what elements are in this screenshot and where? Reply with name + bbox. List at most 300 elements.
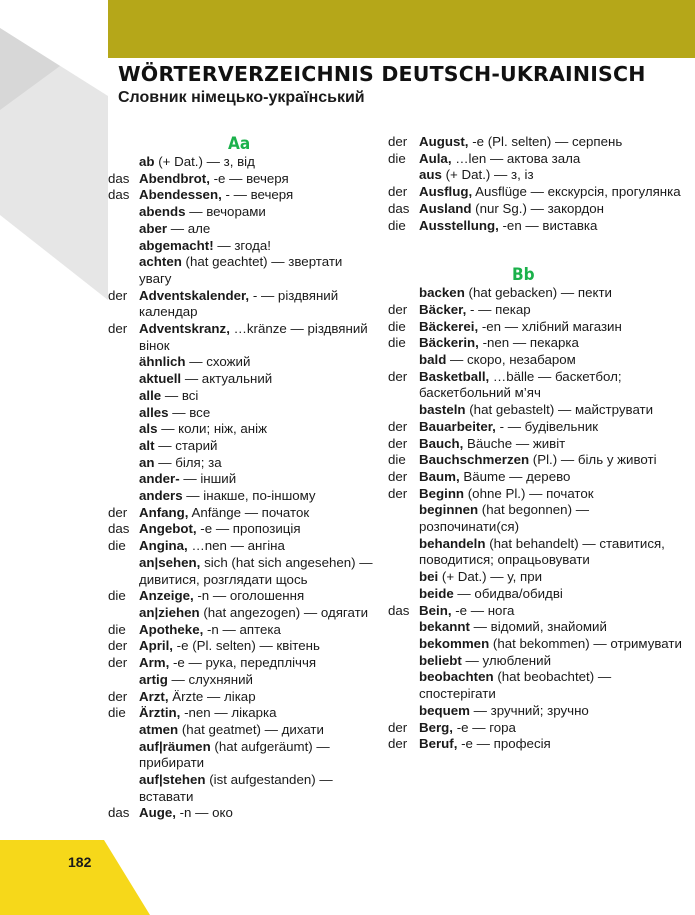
dictionary-entry [388,653,688,670]
entry-word: abends [139,204,186,220]
dictionary-entry [388,184,688,201]
entry-word: Ausland [419,200,472,216]
dictionary-entry [108,288,378,321]
entry-text [419,184,688,201]
entry-article: der [388,134,408,149]
entry-translation: (ohne Pl.) — початок [464,485,594,501]
entry-translation: (hat geatmet) — дихати [178,721,324,737]
dictionary-entry [388,569,688,586]
entry-translation: (hat gebacken) — пекти [464,285,612,301]
entry-article [388,586,419,603]
dictionary-entry [108,405,378,422]
entry-word: beide [419,585,454,601]
dictionary-entry [108,772,378,805]
entry-article [388,569,419,586]
entry-translation: -en — виставка [498,217,598,233]
entry-text [419,736,688,753]
entry-article: die [388,318,406,334]
dictionary-entry [388,586,688,603]
entry-article [108,354,139,371]
entry-text [139,722,378,739]
entry-translation: (hat behandelt) — ставитися, поводитися; опрацьовувати [419,535,665,568]
dictionary-entry [108,655,378,672]
entry-translation: (hat begonnen) — розпочинати(ся) [419,502,589,535]
entry-translation: (Pl.) — біль у животі [529,452,657,468]
entry-article [108,739,139,772]
entry-translation: — скоро, незабаром [446,352,576,368]
entry-text [139,622,378,639]
entry-word: Angina, [139,538,188,554]
entry-translation: sich (hat sich angesehen) — дивитися, розглядати щось [139,554,373,587]
dictionary-entry [108,538,378,555]
dictionary-entry [388,720,688,737]
entry-translation: …bälle — баскетбол; баскетбольний м’яч [419,368,622,401]
dictionary-entry [388,669,688,702]
entry-article: der [108,655,128,671]
dictionary-entry [108,638,378,655]
entry-article [388,285,419,302]
entry-text [419,218,688,235]
entry-text [139,288,378,321]
entry-article: die [108,588,126,604]
dictionary-entry [108,221,378,238]
dictionary-entry [388,319,688,336]
entry-translation: — слухняний [167,671,253,687]
dictionary-entry [108,705,378,722]
letter-heading-b: Bb [512,265,535,286]
entry-translation: Bäume — дерево [459,468,571,484]
entry-word: achten [139,254,182,270]
entry-word: aber [139,220,168,236]
entry-word: backen [419,285,465,301]
entry-text [139,421,378,438]
entry-article: die [388,452,406,468]
entry-article [388,669,419,702]
entry-translation: — біля; за [154,454,222,470]
entry-word: artig [139,671,168,687]
dictionary-entry [108,521,378,538]
entry-translation: (ist aufgestanden) — вставати [139,772,333,804]
dictionary-entry [388,502,688,535]
dictionary-entry [388,402,688,419]
entry-text [139,354,378,371]
entry-text [419,436,688,453]
page-subtitle: Словник німецько-український [118,89,365,106]
dictionary-entry [388,335,688,352]
entry-translation: — згода! [213,237,271,253]
dictionary-entry [108,388,378,405]
entry-word: alle [139,387,162,403]
entry-article: das [108,805,130,821]
entry-article: der [388,485,408,501]
entry-translation: - — будівельник [495,418,599,434]
entry-translation: (+ Dat.) — з, від [154,154,255,169]
entry-text [139,171,378,188]
entry-text [419,151,688,168]
entry-article: der [388,736,408,752]
entry-text [139,254,378,287]
entry-translation: — схожий [185,354,251,370]
entry-text [419,319,688,336]
entry-article: die [388,217,406,233]
entry-translation: — улюблений [461,652,552,668]
entry-article [108,238,139,255]
entry-article [108,605,139,622]
entry-text [419,703,688,720]
section-gap [388,234,688,265]
entry-text [139,238,378,255]
entry-translation: -e (Pl. selten) — квітень [172,638,320,654]
entry-word: beobachten [419,669,494,685]
entry-word: alles [139,404,169,420]
dictionary-entry [108,505,378,522]
footer-yellow-shape [0,840,150,915]
entry-article: der [388,435,408,451]
entry-translation: Ausflüge — екскурсія, прогулянка [472,184,681,200]
entry-list-b [388,285,688,753]
entry-article: die [388,150,406,166]
entry-word: Anfang, [139,504,189,520]
entry-translation: (+ Dat.) — з, із [441,167,534,183]
entry-article [108,722,139,739]
entry-text [419,352,688,369]
entry-text [139,538,378,555]
entry-word: Ausflug, [419,184,473,200]
dictionary-entry [388,436,688,453]
entry-article: das [108,170,130,186]
entry-text [139,505,378,522]
entry-translation: (hat aufgeräumt) — прибирати [139,738,330,771]
entry-translation: (hat angezogen) — одягати [199,604,369,620]
entry-article: das [108,521,130,537]
entry-article [388,402,419,419]
entry-text [419,536,688,569]
entry-article [388,619,419,636]
entry-article: der [108,638,128,654]
entry-word: Beginn [419,485,465,501]
entry-article: der [388,468,408,484]
entry-article [108,405,139,422]
entry-text [419,335,688,352]
entry-article: der [108,688,128,704]
entry-word: beginnen [419,502,479,518]
entry-text [419,285,688,302]
dictionary-entry [108,722,378,739]
dictionary-entry [108,471,378,488]
entry-translation: -n — аптека [203,621,281,637]
entry-text [139,805,378,822]
dictionary-entry [108,588,378,605]
entry-translation: -e — професія [457,736,551,752]
entry-word: bequem [419,702,470,718]
entry-translation: - — різдвяний календар [139,287,339,320]
entry-article: die [388,335,406,351]
entry-text [139,605,378,622]
entry-word: Ärztin, [139,705,181,721]
entry-article [388,536,419,569]
entry-text [419,134,688,151]
dictionary-entry [108,689,378,706]
letter-heading-a: Aa [228,134,251,154]
right-column [388,134,688,753]
entry-text [419,586,688,603]
dictionary-entry [108,254,378,287]
entry-article [388,636,419,653]
dictionary-entry [388,285,688,302]
entry-translation: — але [167,220,211,236]
entry-article [108,672,139,689]
entry-word: auf|räumen [139,738,211,754]
entry-word: anders [139,488,183,504]
entry-text [139,555,378,588]
entry-article [108,154,139,171]
entry-word: bekannt [419,619,470,635]
entry-text [139,739,378,772]
entry-article: der [108,321,128,337]
entry-translation: — старий [154,437,218,453]
entry-article: die [108,621,126,637]
entry-text [419,603,688,620]
dictionary-entry [388,167,688,184]
entry-text [139,388,378,405]
dictionary-entry [388,703,688,720]
entry-text [139,204,378,221]
dictionary-entry [388,151,688,168]
entry-article: der [388,418,408,434]
entry-word: ab [139,154,155,169]
dictionary-entry [108,171,378,188]
dictionary-entry [388,469,688,486]
entry-text [419,720,688,737]
entry-translation: -n — оголошення [193,588,305,604]
entry-translation: -e — нога [451,602,515,618]
entry-translation: (hat gebastelt) — майструвати [465,402,654,418]
entry-word: Adventskalender, [139,287,250,303]
gray-corner-decoration [0,0,110,300]
page-title: WÖRTERVERZEICHNIS DEUTSCH-UKRAINISCH [118,62,646,86]
entry-text [419,669,688,702]
entry-text [139,655,378,672]
entry-word: alt [139,437,155,453]
entry-translation: -nen — пекарка [478,335,579,351]
entry-word: beliebt [419,652,462,668]
entry-translation: (hat bekommen) — отримувати [489,635,682,651]
entry-article [388,703,419,720]
dictionary-entry [388,536,688,569]
entry-translation: — все [168,404,211,420]
dictionary-entry [108,605,378,622]
entry-article: der [388,719,408,735]
dictionary-entry [108,321,378,354]
entry-text [419,502,688,535]
entry-word: Berg, [419,719,453,735]
entry-text [419,469,688,486]
entry-word: Arm, [139,655,170,671]
dictionary-entry [108,238,378,255]
entry-text [419,636,688,653]
entry-article [388,352,419,369]
entry-word: ander- [139,471,180,487]
entry-text [139,321,378,354]
entry-article: das [388,602,410,618]
entry-text [139,638,378,655]
entry-article [108,371,139,388]
entry-word: August, [419,134,469,149]
entry-word: atmen [139,721,179,737]
entry-text [139,154,378,171]
dictionary-entry [108,622,378,639]
dictionary-entry [388,603,688,620]
entry-translation: - — вечеря [221,187,294,203]
entry-text [419,302,688,319]
entry-translation: — коли; ніж, аніж [157,421,267,437]
entry-word: Bein, [419,602,452,618]
entry-translation: Bäuche — живіт [463,435,566,451]
entry-text [139,521,378,538]
dictionary-entry [388,486,688,503]
entry-article: der [388,184,408,200]
entry-word: an|sehen, [139,554,201,570]
entry-word: an|ziehen [139,604,200,620]
entry-translation: — інакше, по-іншому [182,488,316,504]
entry-article [108,388,139,405]
left-column [108,134,378,822]
dictionary-entry [108,438,378,455]
dictionary-entry [388,369,688,402]
dictionary-entry [108,805,378,822]
entry-text [419,201,688,218]
dictionary-entry [108,187,378,204]
entry-word: Adventskranz, [139,321,230,337]
entry-word: Apotheke, [139,621,204,637]
entry-text [419,452,688,469]
entry-word: Basketball, [419,368,490,384]
entry-text [419,369,688,402]
entry-text [419,653,688,670]
entry-translation: -n — око [175,805,233,821]
dictionary-entry [388,218,688,235]
entry-article [388,502,419,535]
entry-text [139,772,378,805]
entry-article [108,254,139,287]
entry-list-a [108,154,378,822]
entry-translation: Anfänge — початок [188,504,310,520]
entry-word: Auge, [139,805,176,821]
entry-word: aktuell [139,371,182,387]
entry-article: der [108,504,128,520]
entry-article [108,421,139,438]
entry-word: Ausstellung, [419,217,499,233]
entry-text [139,471,378,488]
entry-article [108,204,139,221]
entry-text [139,672,378,689]
entry-word: aus [419,167,442,183]
entry-word: April, [139,638,173,654]
entry-list-a-continued [388,134,688,234]
entry-word: bei [419,569,439,585]
entry-text [419,486,688,503]
entry-word: bekommen [419,635,490,651]
entry-text [419,419,688,436]
entry-article: das [108,187,130,203]
entry-word: Arzt, [139,688,169,704]
entry-word: Bäcker, [419,301,467,317]
entry-article [108,438,139,455]
entry-text [139,455,378,472]
entry-text [419,619,688,636]
entry-text [419,569,688,586]
entry-translation: — всі [161,387,199,403]
entry-word: behandeln [419,535,486,551]
entry-article [108,471,139,488]
entry-text [139,588,378,605]
entry-text [139,187,378,204]
entry-word: als [139,421,158,437]
dictionary-entry [388,419,688,436]
dictionary-entry [108,488,378,505]
entry-article: das [388,200,410,216]
entry-article: die [108,538,126,554]
entry-translation: - — пекар [466,301,531,317]
entry-article [388,167,419,184]
dictionary-entry [108,354,378,371]
entry-text [139,689,378,706]
dictionary-entry [108,672,378,689]
dictionary-entry [388,636,688,653]
entry-translation: -nen — лікарка [180,705,277,721]
entry-translation: -e (Pl. selten) — серпень [468,134,623,149]
entry-word: an [139,454,155,470]
dictionary-entry [108,739,378,772]
dictionary-entry [108,555,378,588]
entry-text [139,221,378,238]
entry-text [419,402,688,419]
entry-word: Anzeige, [139,588,194,604]
dictionary-entry [108,371,378,388]
entry-word: abgemacht! [139,237,214,253]
page-number: 182 [68,854,92,870]
entry-word: Bäckerin, [419,335,479,351]
entry-translation: (+ Dat.) — у, при [438,569,543,585]
entry-article [108,772,139,805]
entry-translation: -e — пропозиція [196,521,301,537]
dictionary-entry [108,421,378,438]
entry-word: Baum, [419,468,460,484]
dictionary-entry [388,134,688,151]
entry-article: die [108,705,126,721]
entry-translation: — зручний; зручно [469,702,589,718]
entry-translation: — інший [179,471,237,487]
dictionary-entry [108,455,378,472]
entry-translation: …kränze — різдвяний вінок [139,321,368,353]
entry-word: Abendessen, [139,187,222,203]
entry-translation: (hat geachtet) — звертати увагу [139,254,343,286]
entry-translation: -e — гора [453,719,516,735]
entry-translation: — вечорами [185,204,266,220]
entry-article [108,555,139,588]
entry-word: Aula, [419,150,452,166]
dictionary-entry [388,352,688,369]
entry-translation: (nur Sg.) — закордон [471,200,605,216]
entry-word: Abendbrot, [139,170,210,186]
entry-translation: -e — рука, передпліччя [169,655,317,671]
entry-article [108,488,139,505]
dictionary-entry [388,736,688,753]
entry-word: Bauchschmerzen [419,452,530,468]
entry-translation: -e — вечеря [209,170,289,186]
dictionary-entry [388,302,688,319]
entry-word: Bauch, [419,435,464,451]
